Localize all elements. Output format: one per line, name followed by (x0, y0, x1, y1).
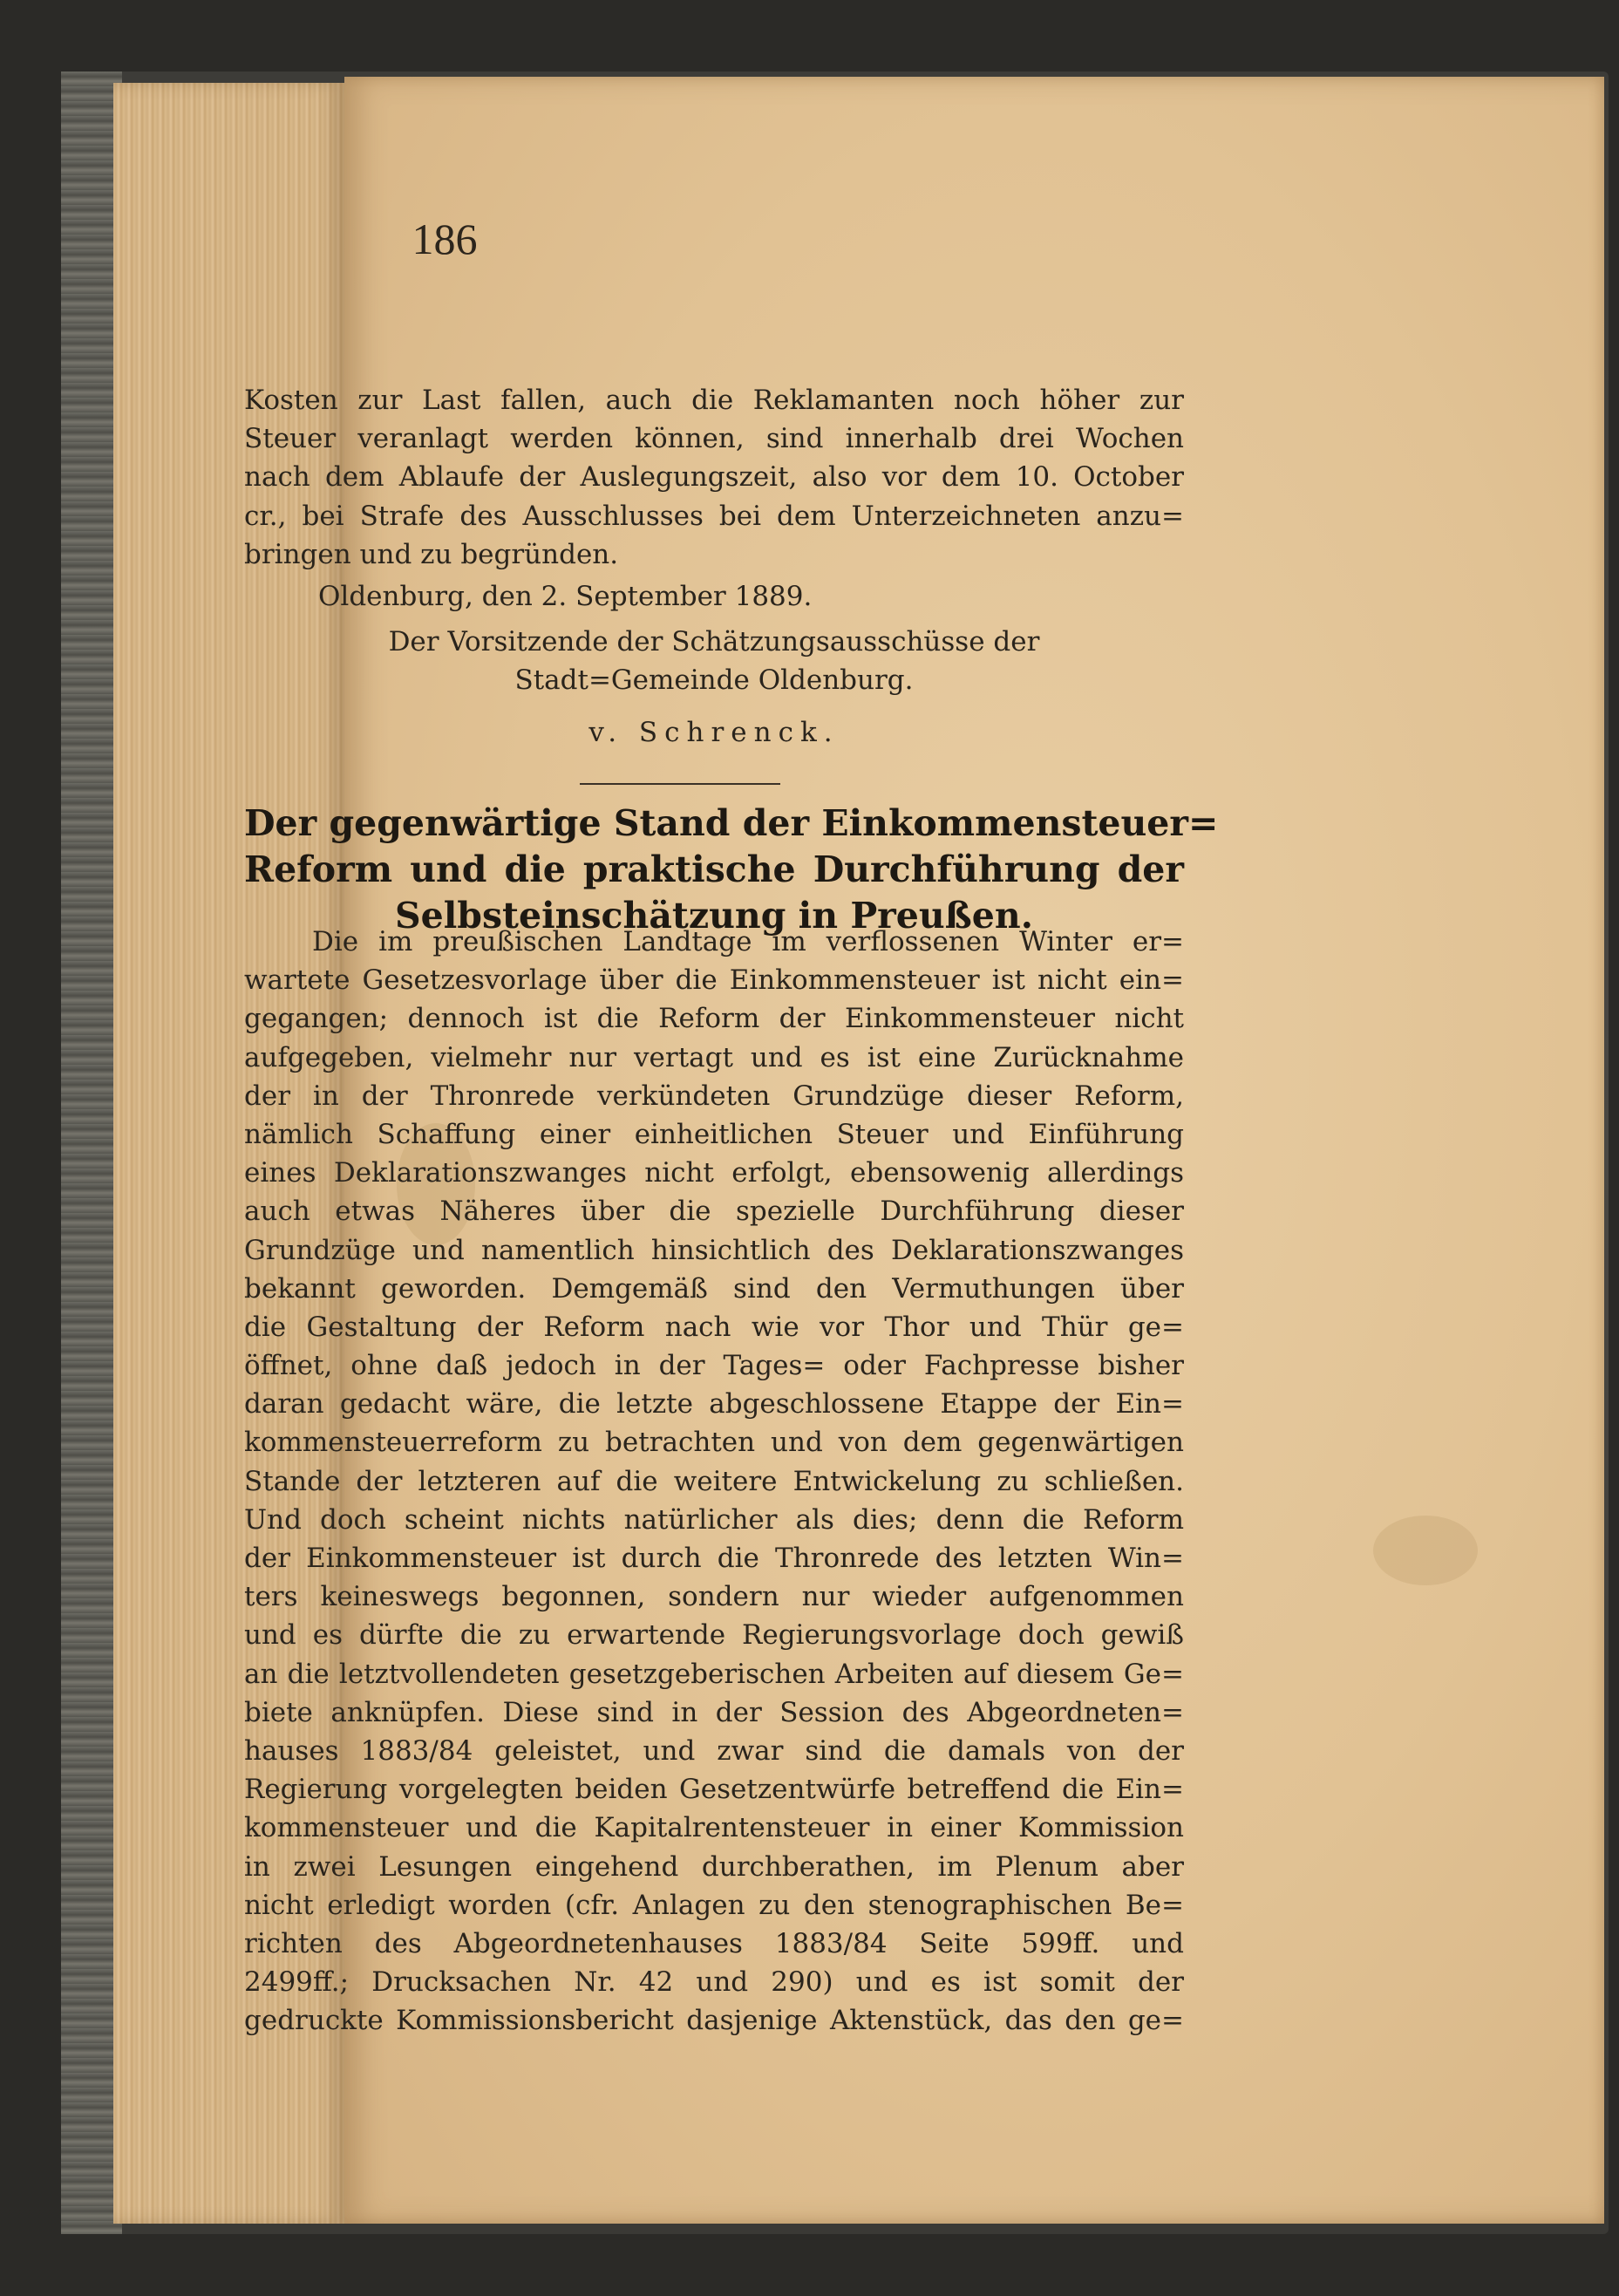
signature-title: Der Vorsitzende der Schätzungsausschüsse der (388, 626, 1040, 657)
text-line: nämlich Schaffung einer einheitlichen Steuer und Einführung (244, 1118, 1184, 1150)
text-line: Regierung vorgelegten beiden Gesetzentwürfe betreffend die Ein= (244, 1774, 1184, 1806)
signature-office: Stadt=Gemeinde Oldenburg. (514, 664, 914, 696)
text-line: der in der Thronrede verkündeten Grundzüge dieser Reform, (244, 1080, 1184, 1112)
text-line: Die im preußischen Landtage im verflossenen Winter er= (312, 926, 1184, 957)
signature-name: v. Schrenck. (588, 717, 840, 748)
intro-paragraph (244, 381, 1184, 574)
heading-line: Reform und die praktische Durchführung der (244, 848, 1184, 890)
paper-stain (1373, 1516, 1478, 1585)
text-line: die Gestaltung der Reform nach wie vor Thor und Thür ge= (244, 1311, 1184, 1343)
section-divider (580, 783, 780, 785)
text-line: Kosten zur Last fallen, auch die Reklamanten noch höher zur (244, 385, 1184, 416)
text-line: Steuer veranlagt werden können, sind innerhalb drei Wochen (244, 423, 1184, 455)
text-line: in zwei Lesungen eingehend durchberathen, im Plenum aber (244, 1850, 1184, 1883)
page-number: 186 (412, 215, 478, 263)
text-line: aufgegeben, vielmehr nur vertagt und es ist eine Zurücknahme (244, 1041, 1184, 1073)
heading-line: Selbsteinschätzung in Preußen. (395, 895, 1033, 937)
text-line: 2499ff.; Drucksachen Nr. 42 und 290) und es ist somit der (244, 1966, 1184, 1999)
text-line: öffnet, ohne daß jedoch in der Tages= oder Fachpresse bisher (244, 1350, 1184, 1382)
text-line: auch etwas Näheres über die spezielle Durchführung dieser (244, 1196, 1184, 1228)
text-line: bringen und zu begründen. (244, 538, 619, 570)
text-line: nach dem Ablaufe der Auslegungszeit, also vor dem 10. October (244, 461, 1184, 494)
text-line: bekannt geworden. Demgemäß sind den Vermuthungen über (244, 1272, 1184, 1305)
text-line: kommensteuerreform zu betrachten und von dem gegenwärtigen (244, 1427, 1184, 1459)
text-line: eines Deklarationszwanges nicht erfolgt, ebensowenig allerdings (244, 1157, 1184, 1189)
article-body (244, 923, 1184, 2040)
text-line: gedruckte Kommissionsbericht dasjenige Aktenstück, das den ge= (244, 2005, 1184, 2037)
text-line: kommensteuer und die Kapitalrentensteuer in einer Kommission (244, 1812, 1184, 1844)
text-line: gegangen; dennoch ist die Reform der Einkommensteuer nicht (244, 1003, 1184, 1035)
text-line: der Einkommensteuer ist durch die Thronrede des letzten Win= (244, 1543, 1184, 1574)
text-line: hauses 1883/84 geleistet, und zwar sind die damals von der (244, 1734, 1184, 1767)
text-line: richten des Abgeordnetenhauses 1883/84 Seite 599ff. und (244, 1927, 1184, 1959)
text-line: wartete Gesetzesvorlage über die Einkommensteuer ist nicht ein= (244, 964, 1184, 997)
text-line: cr., bei Strafe des Ausschlusses bei dem Unterzeichneten anzu= (244, 500, 1184, 532)
article-heading (244, 801, 1219, 939)
text-line: und es dürfte die zu erwartende Regierungsvorlage doch gewiß (244, 1619, 1184, 1652)
text-line: Und doch scheint nichts natürlicher als dies; denn die Reform (244, 1503, 1184, 1536)
text-line: nicht erledigt worden (cfr. Anlagen zu den stenographischen Be= (244, 1889, 1184, 1921)
heading-line: Der gegenwärtige Stand der Einkommensteuer= (244, 802, 1219, 844)
text-line: Stande der letzteren auf die weitere Entwickelung zu schließen. (244, 1465, 1184, 1497)
date-line: Oldenburg, den 2. September 1889. (318, 581, 813, 612)
text-line: ters keineswegs begonnen, sondern nur wieder aufgenommen (244, 1581, 1184, 1613)
text-line: Grundzüge und namentlich hinsichtlich des Deklarationszwanges (244, 1234, 1184, 1266)
text-line: daran gedacht wäre, die letzte abgeschlossene Etappe der Ein= (244, 1388, 1184, 1421)
text-line: biete anknüpfen. Diese sind in der Session des Abgeordneten= (244, 1696, 1184, 1728)
text-line: an die letztvollendeten gesetzgeberischen Arbeiten auf diesem Ge= (244, 1658, 1184, 1690)
